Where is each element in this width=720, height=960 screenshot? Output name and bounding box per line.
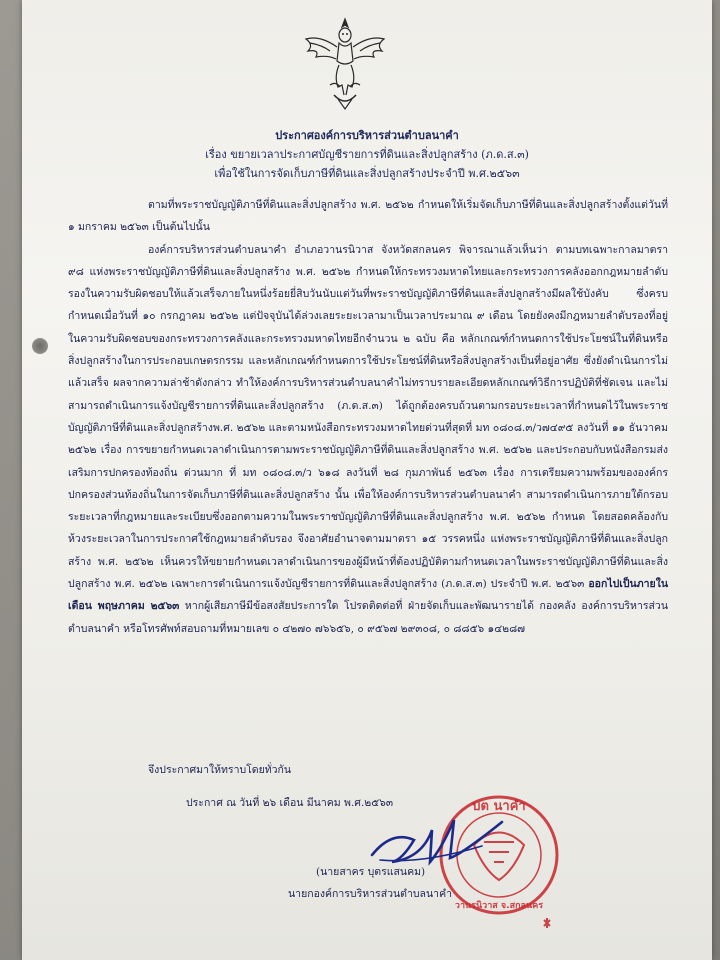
announcement-title: ประกาศองค์การบริหารส่วนตำบลนาคำ (275, 129, 459, 142)
subject-line: เรื่อง ขยายเวลาประกาศบัญชีรายการที่ดินและสิ่งปลูกสร้าง (ภ.ด.ส.๓) (205, 148, 529, 161)
document-header (22, 126, 712, 183)
paragraph-main-text: องค์การบริหารส่วนตำบลนาคำ อำเภอวานรนิวาส จังหวัดสกลนคร พิจารณาแล้วเห็นว่า ตามบทเฉพาะกาลมาตรา ๙๘ แห่งพระราชบัญญัติภาษีที่ดินและสิ่งปลูกสร้าง พ.ศ. ๒๕๖๒ กำหนดให้กระทรวงมหาดไทยและกระทรวงการคลังออกกฎหมายลำดับรองในความรับผิดชอบให้แล้วเสร็จภายในหนึ่งร้อยยี่สิบวันนับแต่วันที่พระราชบัญญัติภาษีที่ดินและสิ่งปลูกสร้างมีผลใช้บังคับ ซึ่งครบกำหนดเมื่อวันที่ ๑๐ กรกฎาคม ๒๕๖๒ แต่ปัจจุบันได้ล่วงเลยระยะเวลามาเป็นเวลาประมาณ ๙ เดือน โดยยังคงมีกฎหมายลำดับรองที่อยู่ในความรับผิดชอบของกระทรวงการคลังและกระทรวงมหาดไทยอีกจำนวน ๒ ฉบับ คือ หลักเกณฑ์กำหนดการใช้ประโยชน์ในที่ดินหรือสิ่งปลูกสร้างในการประกอบเกษตรกรรม และหลักเกณฑ์กำหนดการใช้ประโยชน์ที่ดินหรือสิ่งปลูกสร้างเป็นที่อยู่อาศัย ซึ่งยังดำเนินการไม่แล้วเสร็จ ผลจากความล่าช้าดังกล่าว ทำให้องค์การบริหารส่วนตำบลนาคำไม่ทราบรายละเอียดหลักเกณฑ์วิธีการปฏิบัติที่ชัดเจน และไม่สามารถดำเนินการแจ้งบัญชีรายการที่ดินและสิ่งปลูกสร้าง (ภ.ด.ส.๓) ได้ถูกต้องครบถ้วนตามกรอบระยะเวลาที่กำหนดไว้ในพระราชบัญญัติภาษีที่ดินและสิ่งปลูกสร้างพ.ศ. ๒๕๖๒ และตามหนังสือกระทรวงมหาดไทยด่วนที่สุดที่ มท ๐๘๐๘.๓/ว๗๔๙๕ ลงวันที่ ๑๑ ธันวาคม ๒๕๖๒ เรื่อง การขยายกำหนดเวลาดำเนินการตามพระราชบัญญัติภาษีที่ดินและสิ่งปลูกสร้าง พ.ศ. ๒๕๖๒ และประกอบกับหนังสือกรมส่งเสริมการปกครองท้องถิ่น ด่วนมาก ที่ มท ๐๘๐๘.๓/ว ๖๑๘ ลงวันที่ ๒๘ กุมภาพันธ์ ๒๕๖๓ เรื่อง การเตรียมความพร้อมขององค์กรปกครองส่วนท้องถิ่นในการจัดเก็บภาษีที่ดินและสิ่งปลูกสร้าง นั้น เพื่อให้องค์การบริหารส่วนตำบลนาคำ สามารถดำเนินการภายใต้กรอบระยะเวลาที่กฎหมายและระเบียบซึ่งออกตามความในพระราชบัญญัติภาษีที่ดินและสิ่งปลูกสร้าง พ.ศ. ๒๕๖๒ กำหนด โดยสอดคล้องกับห้วงระยะเวลาในการประกาศใช้กฎหมายลำดับรอง จึงอาศัยอำนาจตามมาตรา ๑๕ วรรคหนึ่ง แห่งพระราชบัญญัติภาษีที่ดินและสิ่งปลูกสร้าง พ.ศ. ๒๕๖๒ เห็นควรให้ขยายกำหนดเวลาดำเนินการของผู้มีหน้าที่ต้องปฏิบัติตามกำหนดเวลาในพระราชบัญญัติภาษีที่ดินและสิ่งปลูกสร้าง พ.ศ. ๒๕๖๒ เฉพาะการดำเนินการแจ้งบัญชีรายการที่ดินและสิ่งปลูกสร้าง (ภ.ด.ส.๓) ประจำปี พ.ศ. ๒๕๖๓ (68, 243, 668, 591)
document-page (22, 0, 712, 960)
garuda-emblem-icon (300, 15, 390, 111)
paragraph-main (68, 239, 668, 640)
signer-title: นายกองค์การบริหารส่วนตำบลนาคำ (288, 888, 452, 900)
punch-hole (32, 338, 48, 354)
date-line: ประกาศ ณ วันที่ ๒๖ เดือน มีนาคม พ.ศ.๒๕๖๓ (186, 797, 394, 809)
subject-purpose: เพื่อใช้ในการจัดเก็บภาษีที่ดินและสิ่งปลูกสร้างประจำปี พ.ศ.๒๕๖๓ (214, 167, 520, 180)
extension-deadline: ออกไปเป็นภายในเดือน พฤษภาคม ๒๕๖๓ (68, 578, 668, 613)
paragraph-background: ตามที่พระราชบัญญัติภาษีที่ดินและสิ่งปลูกสร้าง พ.ศ. ๒๕๖๒ กำหนดให้เริ่มจัดเก็บภาษีที่ดินและสิ่งปลูกสร้างตั้งแต่วันที่ ๑ มกราคม ๒๕๖๓ เป็นต้นไปนั้น (68, 199, 668, 234)
signer-name: (นายสาคร บุตรแสนคม) (316, 866, 426, 878)
stamp-text-top: บต นาคำ (472, 799, 526, 814)
contact-info: หากผู้เสียภาษีมีข้อสงสัยประการใด โปรดติดต่อที่ ฝ่ายจัดเก็บและพัฒนารายได้ กองคลัง องค์การบริหารส่วนตำบลนาคำ หรือโทรศัพท์สอบถามที่หมายเลข ๐ ๔๒๗๐ ๗๖๖๕๖, ๐ ๙๕๖๗ ๒๙๓๐๘, ๐ ๘๘๕๖ ๑๔๒๘๗ (68, 600, 668, 635)
announce-line: จึงประกาศมาให้ทราบโดยทั่วกัน (148, 764, 292, 776)
document-body (68, 194, 668, 640)
stamp-text-bottom: วานรนิวาส จ.สกลนคร (454, 901, 544, 911)
